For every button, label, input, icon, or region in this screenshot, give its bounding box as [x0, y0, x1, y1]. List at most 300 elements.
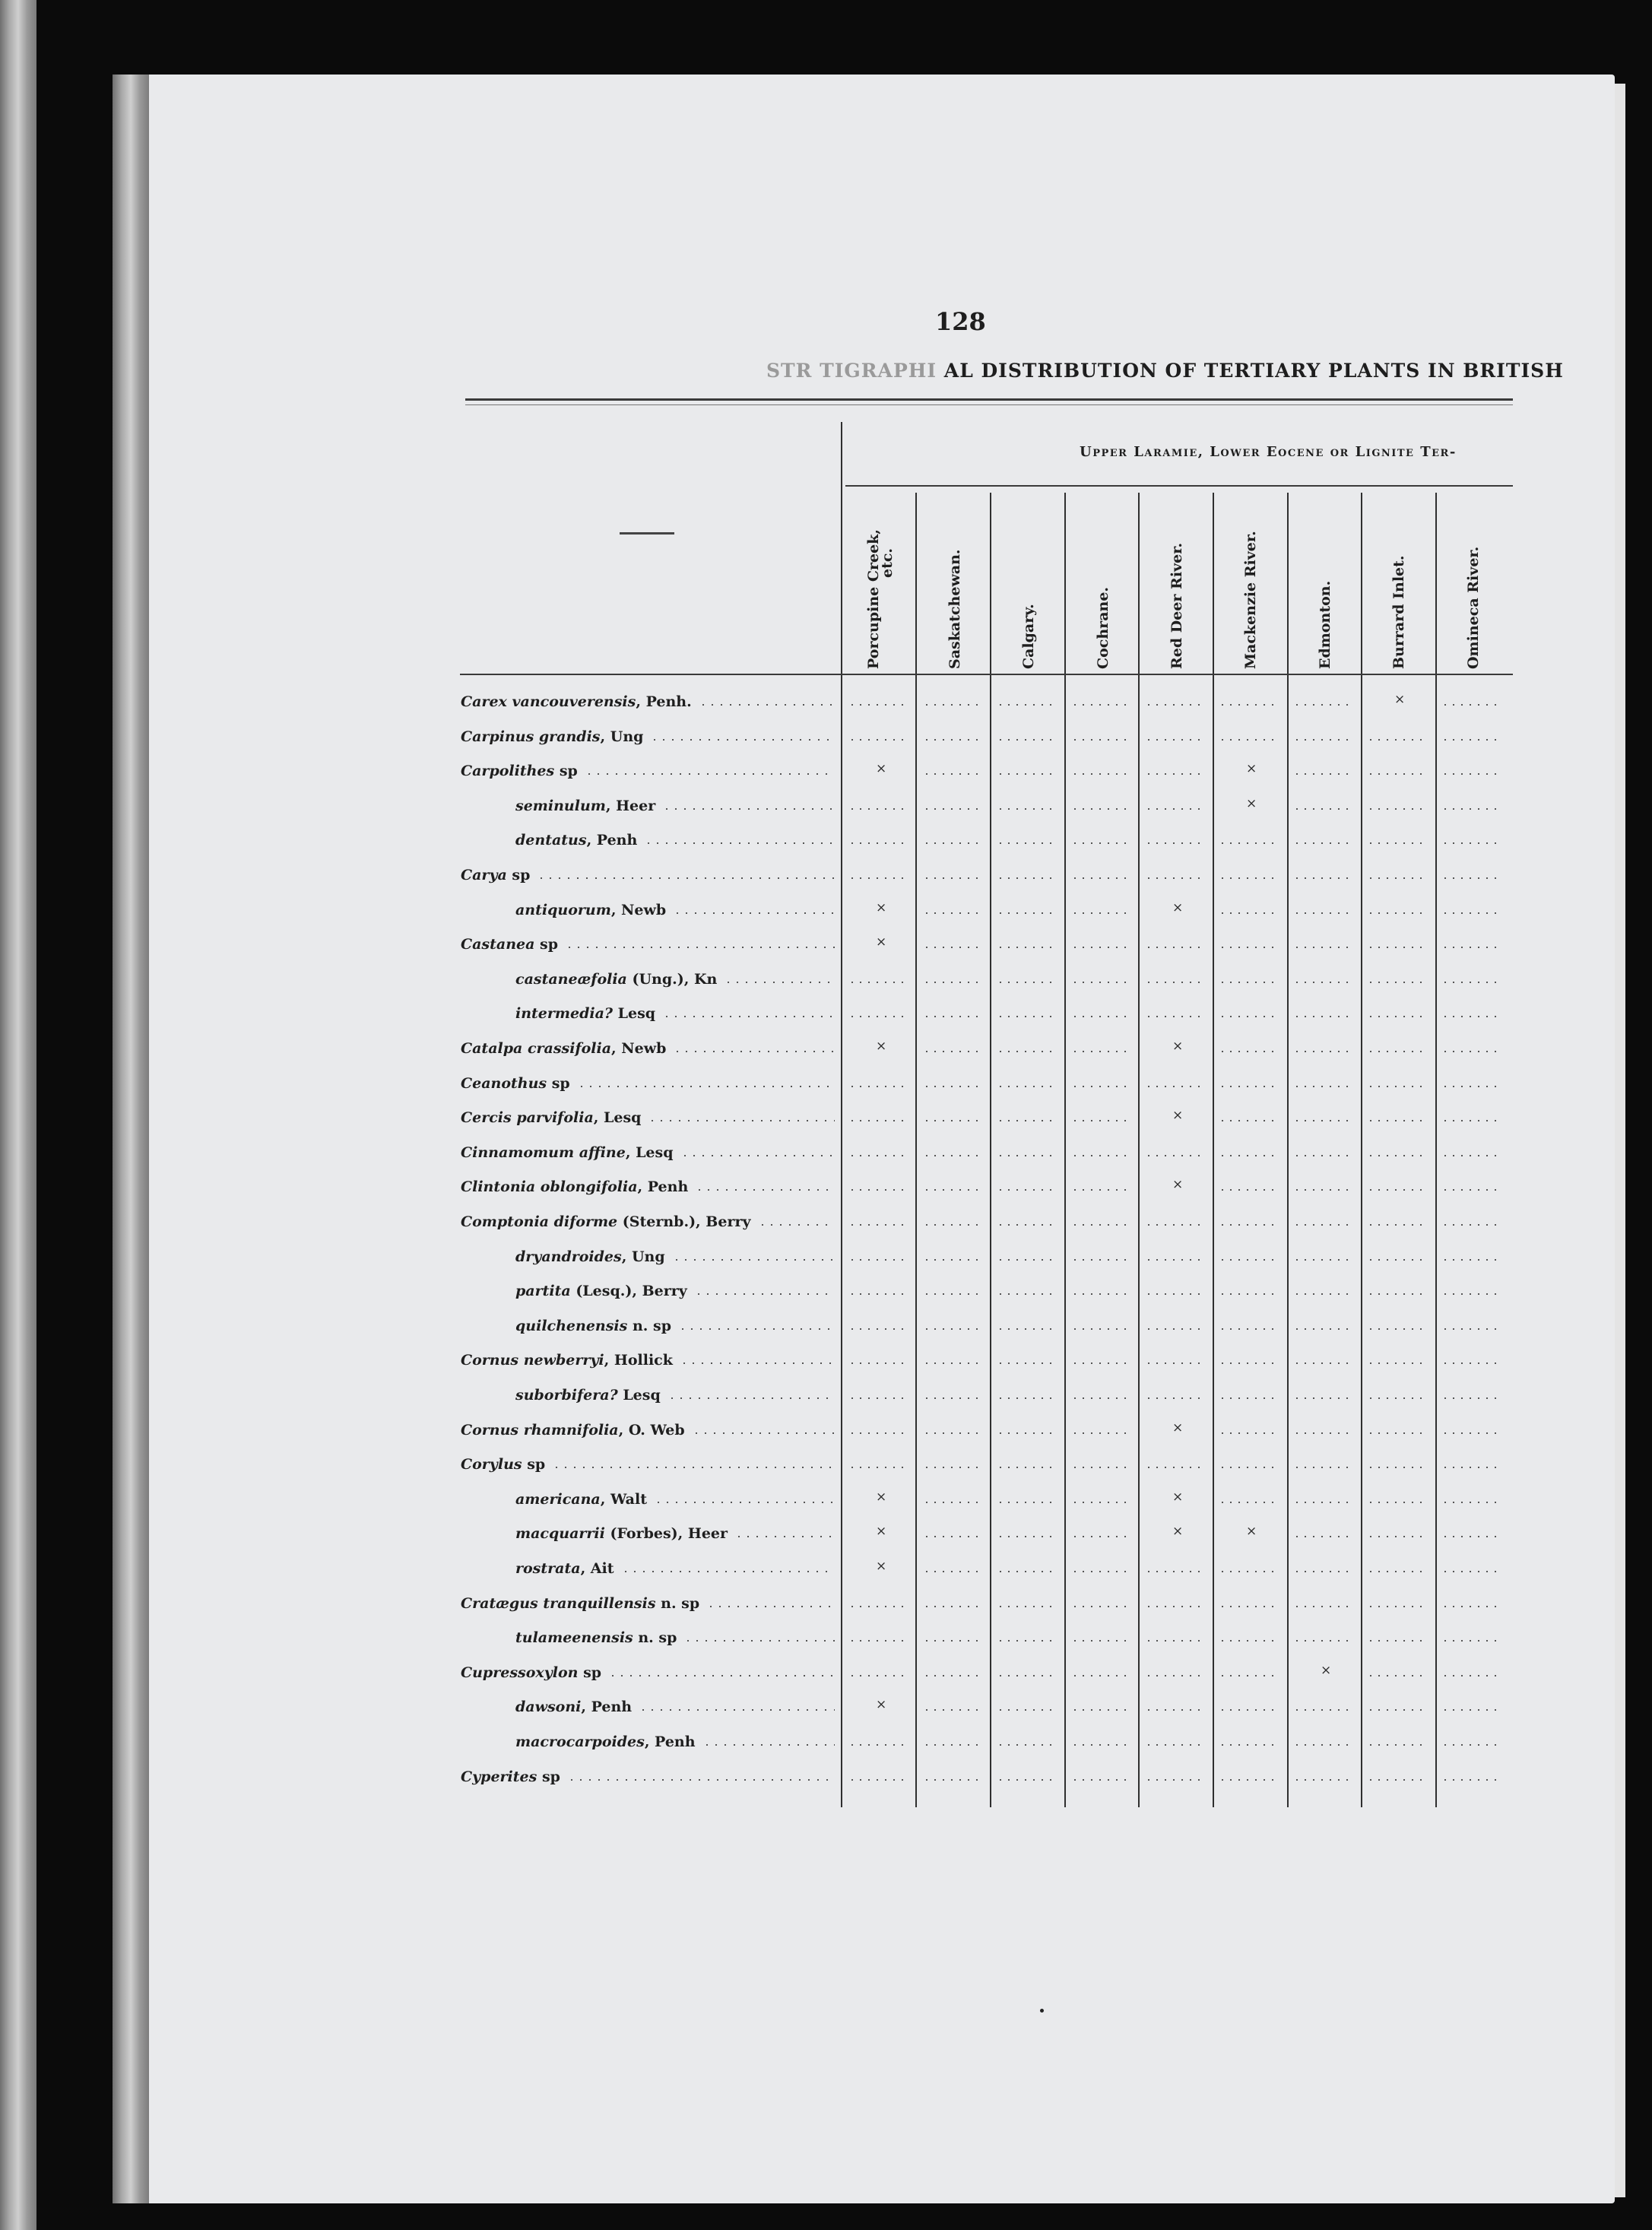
empty-cell-dots [1000, 1709, 1057, 1711]
species-name: macquarrii [515, 1525, 605, 1543]
empty-cell-dots [1370, 982, 1427, 983]
species-author: Lesq [613, 1005, 656, 1023]
table-row [456, 1518, 1513, 1551]
empty-cell-dots [926, 1779, 983, 1781]
empty-cell-dots [1296, 1502, 1353, 1503]
empty-cell-dots [851, 842, 908, 844]
empty-cell-dots [1000, 1744, 1057, 1746]
empty-cell-dots [1148, 1362, 1205, 1364]
empty-cell-dots [1444, 1016, 1501, 1017]
empty-cell-dots [1074, 1640, 1131, 1642]
empty-cell-dots [1000, 1293, 1057, 1295]
empty-cell-dots [1222, 1293, 1279, 1295]
empty-cell-dots [1296, 1086, 1353, 1087]
species-label [515, 1248, 665, 1265]
table-row [456, 1379, 1513, 1413]
empty-cell-dots [1148, 773, 1205, 775]
empty-cell-dots [1296, 1606, 1353, 1607]
species-author: n. sp [633, 1629, 677, 1647]
empty-cell-dots [1074, 1189, 1131, 1191]
empty-cell-dots [1444, 1051, 1501, 1052]
empty-cell-dots [1148, 1571, 1205, 1572]
empty-cell-dots [1222, 1467, 1279, 1468]
empty-cell-dots [1444, 1224, 1501, 1226]
column-header-line1: Omineca River. [1465, 546, 1482, 669]
table-row [456, 1553, 1513, 1586]
empty-cell-dots [1074, 982, 1131, 983]
leader-dots [588, 773, 835, 775]
occurrence-mark: × [1394, 692, 1406, 707]
empty-cell-dots [926, 1224, 983, 1226]
paper-speck [1040, 2009, 1044, 2013]
table-row [456, 1033, 1513, 1066]
empty-cell-dots [1000, 1571, 1057, 1572]
empty-cell-dots [1074, 877, 1131, 879]
species-author: (Ung.), Kn [626, 970, 718, 988]
occurrence-mark: × [876, 1489, 887, 1505]
empty-cell-dots [1370, 1606, 1427, 1607]
table-row [456, 755, 1513, 788]
species-name: Cornus newberryi [461, 1352, 604, 1369]
empty-cell-dots [1296, 739, 1353, 741]
empty-cell-dots [851, 1675, 908, 1676]
empty-cell-dots [851, 1432, 908, 1434]
empty-cell-dots [1222, 1120, 1279, 1121]
empty-cell-dots [1444, 1502, 1501, 1503]
empty-cell-dots [1148, 1744, 1205, 1746]
empty-cell-dots [926, 1467, 983, 1468]
empty-cell-dots [1444, 1259, 1501, 1261]
species-name: Cyperites [461, 1768, 537, 1785]
empty-cell-dots [851, 1259, 908, 1261]
empty-cell-dots [1296, 1536, 1353, 1537]
empty-cell-dots [1000, 1328, 1057, 1330]
species-name: tulameenensis [515, 1629, 633, 1647]
empty-cell-dots [851, 982, 908, 983]
species-name: Comptonia diforme [461, 1213, 618, 1230]
empty-cell-dots [1296, 1224, 1353, 1226]
leader-dots [612, 1675, 835, 1676]
empty-cell-dots [1370, 877, 1427, 879]
empty-cell-dots [1148, 1328, 1205, 1330]
page-number: 128 [935, 307, 986, 336]
species-label [515, 1005, 655, 1022]
empty-cell-dots [1370, 1502, 1427, 1503]
empty-cell-dots [926, 982, 983, 983]
species-label [515, 971, 717, 988]
species-author: , Penh [644, 1734, 696, 1750]
species-label [461, 1422, 685, 1439]
empty-cell-dots [1370, 808, 1427, 810]
empty-cell-dots [851, 739, 908, 741]
empty-cell-dots [1444, 1467, 1501, 1468]
empty-cell-dots [1148, 842, 1205, 844]
empty-cell-dots [1074, 1502, 1131, 1503]
table-row [456, 1137, 1513, 1170]
empty-cell-dots [1074, 1120, 1131, 1121]
empty-cell-dots [1296, 1432, 1353, 1434]
empty-cell-dots [1296, 1051, 1353, 1052]
empty-cell-dots [926, 1016, 983, 1017]
empty-cell-dots [1000, 877, 1057, 879]
empty-cell-dots [1074, 1467, 1131, 1468]
species-author: , Penh [586, 832, 638, 849]
species-author: , Penh [581, 1699, 633, 1716]
empty-cell-dots [1444, 1779, 1501, 1781]
empty-cell-dots [1222, 1362, 1279, 1364]
table-row [456, 686, 1513, 719]
table-row [456, 928, 1513, 962]
leader-dots [666, 1016, 835, 1017]
leader-dots [698, 1293, 835, 1295]
empty-cell-dots [1370, 739, 1427, 741]
species-author: sp [534, 936, 559, 953]
empty-cell-dots [926, 1293, 983, 1295]
occurrence-mark: × [1172, 1039, 1184, 1054]
species-label [515, 1560, 614, 1577]
empty-cell-dots [1222, 1744, 1279, 1746]
species-name: rostrata [515, 1560, 581, 1577]
empty-cell-dots [1370, 1675, 1427, 1676]
empty-cell-dots [1296, 842, 1353, 844]
empty-cell-dots [1444, 912, 1501, 914]
empty-cell-dots [1296, 1640, 1353, 1642]
empty-cell-dots [1222, 1189, 1279, 1191]
table-heading-main: AL DISTRIBUTION OF TERTIARY PLANTS IN BRITISH [943, 360, 1564, 382]
empty-cell-dots [1148, 1016, 1205, 1017]
occurrence-mark: × [876, 934, 887, 950]
species-name: quilchenensis [515, 1317, 628, 1334]
empty-cell-dots [1074, 1224, 1131, 1226]
table-row [456, 1067, 1513, 1101]
table-row [456, 1448, 1513, 1482]
species-author: , Newb [610, 901, 667, 918]
empty-cell-dots [1370, 947, 1427, 948]
empty-cell-dots [851, 1640, 908, 1642]
empty-cell-dots [1000, 1432, 1057, 1434]
empty-cell-dots [1296, 808, 1353, 810]
empty-cell-dots [1370, 1259, 1427, 1261]
species-name: americana [515, 1490, 601, 1508]
empty-cell-dots [1370, 1016, 1427, 1017]
species-author: , Newb [611, 1040, 667, 1057]
empty-cell-dots [1296, 1362, 1353, 1364]
species-label [461, 1075, 570, 1092]
occurrence-mark: × [876, 1559, 887, 1574]
empty-cell-dots [1296, 1744, 1353, 1746]
species-name: suborbifera? [515, 1387, 618, 1404]
table-row [456, 1761, 1513, 1794]
empty-cell-dots [1148, 1779, 1205, 1781]
empty-cell-dots [1000, 982, 1057, 983]
empty-cell-dots [1296, 1328, 1353, 1330]
column-header [940, 395, 970, 669]
empty-cell-dots [851, 808, 908, 810]
leader-dots [671, 1397, 835, 1399]
species-author: n. sp [627, 1317, 671, 1334]
leader-dots [682, 1328, 835, 1330]
empty-cell-dots [1000, 1016, 1057, 1017]
empty-cell-dots [1000, 1051, 1057, 1052]
empty-cell-dots [1074, 1397, 1131, 1399]
empty-cell-dots [1444, 1293, 1501, 1295]
empty-cell-dots [851, 1328, 908, 1330]
empty-cell-dots [1000, 1086, 1057, 1087]
occurrence-mark: × [876, 1524, 887, 1540]
empty-cell-dots [1444, 947, 1501, 948]
species-name: Carya [461, 867, 507, 883]
empty-cell-dots [1444, 842, 1501, 844]
empty-cell-dots [1296, 912, 1353, 914]
species-name: Castanea [461, 936, 535, 953]
empty-cell-dots [1444, 808, 1501, 810]
column-header-line1: Porcupine Creek, [865, 529, 882, 669]
species-author: , O. Web [618, 1421, 685, 1439]
species-label [515, 1525, 728, 1542]
empty-cell-dots [1074, 773, 1131, 775]
occurrence-mark: × [876, 761, 887, 777]
empty-cell-dots [926, 1606, 983, 1607]
empty-cell-dots [1444, 739, 1501, 741]
empty-cell-dots [1222, 739, 1279, 741]
empty-cell-dots [1000, 947, 1057, 948]
table-row [456, 1726, 1513, 1759]
empty-cell-dots [1148, 877, 1205, 879]
empty-cell-dots [926, 912, 983, 914]
table-row [456, 1275, 1513, 1308]
empty-cell-dots [1148, 1675, 1205, 1676]
empty-cell-dots [851, 1120, 908, 1121]
empty-cell-dots [1222, 842, 1279, 844]
empty-cell-dots [926, 739, 983, 741]
empty-cell-dots [926, 1259, 983, 1261]
column-header [1384, 395, 1414, 669]
occurrence-mark: × [1172, 1177, 1184, 1193]
empty-cell-dots [926, 842, 983, 844]
empty-cell-dots [926, 704, 983, 706]
table-row [456, 998, 1513, 1031]
empty-cell-dots [851, 1744, 908, 1746]
empty-cell-dots [1222, 1155, 1279, 1156]
empty-cell-dots [851, 1189, 908, 1191]
species-author: , Hollick [604, 1352, 673, 1369]
table-row [456, 1310, 1513, 1343]
empty-cell-dots [1222, 1397, 1279, 1399]
species-label [515, 1387, 661, 1404]
species-name: Cornus rhamnifolia [461, 1421, 619, 1439]
empty-cell-dots [1000, 842, 1057, 844]
empty-cell-dots [926, 1571, 983, 1572]
leader-dots [648, 842, 835, 844]
empty-cell-dots [1370, 1779, 1427, 1781]
species-label [461, 1768, 560, 1785]
empty-cell-dots [1222, 1779, 1279, 1781]
empty-cell-dots [1222, 877, 1279, 879]
species-label [461, 1664, 601, 1681]
empty-cell-dots [1370, 1571, 1427, 1572]
empty-cell-dots [1074, 1086, 1131, 1087]
empty-cell-dots [1296, 1467, 1353, 1468]
header-bottom-rule [460, 674, 1513, 675]
empty-cell-dots [1074, 1571, 1131, 1572]
species-name: Corylus [461, 1456, 522, 1473]
empty-cell-dots [1148, 739, 1205, 741]
empty-cell-dots [1000, 1467, 1057, 1468]
species-author: sp [522, 1456, 546, 1473]
empty-cell-dots [851, 1155, 908, 1156]
leader-dots [687, 1640, 835, 1642]
species-label [515, 798, 655, 814]
empty-cell-dots [1444, 704, 1501, 706]
empty-cell-dots [1000, 1362, 1057, 1364]
empty-cell-dots [1148, 1086, 1205, 1087]
species-name: dawsoni [515, 1699, 582, 1716]
occurrence-mark: × [1321, 1662, 1332, 1678]
empty-cell-dots [1370, 912, 1427, 914]
species-label [515, 1629, 677, 1646]
species-author: sp [578, 1664, 602, 1681]
leader-dots [684, 1155, 835, 1156]
empty-cell-dots [1074, 704, 1131, 706]
empty-cell-dots [1222, 704, 1279, 706]
table-row [456, 963, 1513, 997]
empty-cell-dots [1222, 1224, 1279, 1226]
species-author: n. sp [655, 1594, 700, 1612]
empty-cell-dots [1222, 1016, 1279, 1017]
leader-dots [556, 1467, 835, 1468]
occurrence-mark: × [1172, 1524, 1184, 1540]
table-heading-faded: STR TIGRAPHI [766, 360, 937, 382]
leader-dots [569, 947, 835, 948]
empty-cell-dots [1074, 1709, 1131, 1711]
empty-cell-dots [1148, 1293, 1205, 1295]
species-label [461, 1109, 641, 1126]
column-header-line1: Red Deer River. [1168, 542, 1185, 669]
empty-cell-dots [1444, 877, 1501, 879]
species-label [515, 1734, 696, 1750]
empty-cell-dots [1148, 982, 1205, 983]
page-gutter-shadow [113, 75, 149, 2203]
empty-cell-dots [1222, 1432, 1279, 1434]
empty-cell-dots [1370, 1362, 1427, 1364]
empty-cell-dots [1444, 1709, 1501, 1711]
species-label [461, 1352, 673, 1369]
column-header [1162, 395, 1192, 669]
column-header [1013, 395, 1044, 669]
empty-cell-dots [1296, 1120, 1353, 1121]
empty-cell-dots [926, 1502, 983, 1503]
leader-dots [683, 1362, 835, 1364]
table-row [456, 1657, 1513, 1690]
empty-cell-dots [1148, 1709, 1205, 1711]
empty-cell-dots [926, 1189, 983, 1191]
empty-cell-dots [926, 1362, 983, 1364]
table-row [456, 1483, 1513, 1517]
empty-cell-dots [1000, 1224, 1057, 1226]
species-label [461, 1040, 666, 1057]
leader-dots [658, 1502, 835, 1503]
species-author: sp [537, 1768, 560, 1785]
empty-cell-dots [1222, 912, 1279, 914]
empty-cell-dots [926, 1536, 983, 1537]
heading-rule [465, 398, 1513, 401]
empty-cell-dots [1074, 1432, 1131, 1434]
empty-cell-dots [1074, 1016, 1131, 1017]
empty-cell-dots [851, 1362, 908, 1364]
table-row [456, 1241, 1513, 1274]
species-name: Clintonia oblongifolia [461, 1178, 638, 1196]
empty-cell-dots [1222, 1675, 1279, 1676]
empty-cell-dots [1222, 1606, 1279, 1607]
empty-cell-dots [1370, 1189, 1427, 1191]
species-name: Carpinus grandis [461, 728, 601, 745]
table-row [456, 1171, 1513, 1204]
column-group-label: Upper Laramie, Lower Eocene or Lignite Ter- [1080, 444, 1457, 460]
species-name: antiquorum [515, 901, 611, 918]
empty-cell-dots [1000, 1536, 1057, 1537]
empty-cell-dots [1370, 842, 1427, 844]
empty-cell-dots [1296, 1293, 1353, 1295]
empty-cell-dots [1370, 1397, 1427, 1399]
empty-cell-dots [1370, 1328, 1427, 1330]
occurrence-mark: × [1246, 761, 1257, 777]
empty-cell-dots [1444, 1328, 1501, 1330]
species-author: , Penh [637, 1178, 689, 1196]
empty-cell-dots [1370, 1051, 1427, 1052]
table-row [456, 859, 1513, 893]
empty-cell-dots [1444, 1086, 1501, 1087]
column-header-line2: etc. [879, 547, 896, 578]
empty-cell-dots [1074, 1293, 1131, 1295]
empty-cell-dots [851, 1016, 908, 1017]
empty-cell-dots [1222, 1051, 1279, 1052]
species-name: Cinnamomum affine [461, 1144, 626, 1161]
leader-dots [710, 1606, 835, 1607]
column-header [1458, 395, 1489, 669]
species-label [515, 832, 637, 849]
empty-cell-dots [1444, 1397, 1501, 1399]
empty-cell-dots [1074, 1744, 1131, 1746]
empty-cell-dots [1370, 1640, 1427, 1642]
empty-cell-dots [1148, 947, 1205, 948]
occurrence-mark: × [876, 899, 887, 915]
empty-cell-dots [1444, 1155, 1501, 1156]
species-author: , Ung [600, 728, 644, 745]
empty-cell-dots [851, 1467, 908, 1468]
empty-cell-dots [1000, 739, 1057, 741]
empty-cell-dots [926, 1086, 983, 1087]
empty-cell-dots [1074, 842, 1131, 844]
empty-cell-dots [926, 1120, 983, 1121]
empty-cell-dots [1296, 1709, 1353, 1711]
empty-cell-dots [1074, 912, 1131, 914]
empty-cell-dots [1222, 947, 1279, 948]
empty-cell-dots [1296, 1259, 1353, 1261]
empty-cell-dots [1370, 1155, 1427, 1156]
leader-dots [654, 739, 835, 741]
species-label [461, 1144, 674, 1161]
empty-cell-dots [1444, 1362, 1501, 1364]
empty-cell-dots [926, 1709, 983, 1711]
leader-dots [677, 1051, 835, 1052]
empty-cell-dots [926, 1397, 983, 1399]
empty-cell-dots [1000, 1397, 1057, 1399]
empty-cell-dots [1074, 808, 1131, 810]
empty-cell-dots [1222, 1640, 1279, 1642]
species-author: , Lesq [625, 1144, 674, 1161]
leader-dots [541, 877, 835, 879]
empty-cell-dots [1074, 1779, 1131, 1781]
